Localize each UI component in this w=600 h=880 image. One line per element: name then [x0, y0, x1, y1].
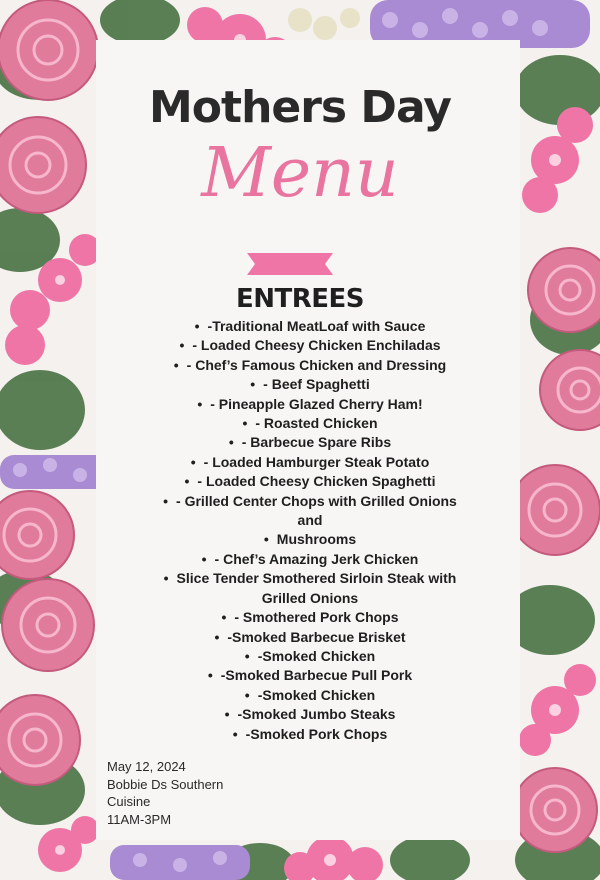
menu-item-text: -Traditional MeatLoaf with Sauce [207, 318, 426, 334]
bullet-icon: • [250, 376, 256, 393]
entrees-list [140, 317, 480, 744]
menu-item [140, 433, 480, 452]
menu-item [140, 647, 480, 666]
menu-item [140, 336, 480, 355]
menu-item [140, 589, 480, 608]
menu-item [140, 453, 480, 472]
menu-item [140, 608, 480, 627]
menu-item-text: - Roasted Chicken [255, 415, 378, 432]
menu-item-text: and [297, 512, 323, 529]
bullet-icon: • [190, 453, 196, 470]
menu-item [140, 569, 480, 588]
page-subtitle: Menu [201, 134, 399, 213]
menu-item-text: -Smoked Chicken [257, 647, 376, 664]
menu-item-text: -Smoked Chicken [257, 686, 376, 703]
bullet-icon: • [173, 356, 179, 373]
event-date: May 12, 2024 [107, 759, 186, 774]
bullet-icon: • [184, 473, 190, 490]
menu-item [140, 628, 480, 647]
event-hours: 11AM-3PM [107, 811, 172, 827]
menu-item-text: Grilled Onions [261, 589, 359, 606]
bullet-icon: • [201, 550, 207, 567]
menu-item-text: -Smoked Pork Chops [245, 725, 388, 742]
menu-item [140, 530, 480, 549]
menu-item-text: - Beef Spaghetti [263, 376, 370, 393]
bullet-icon: • [244, 686, 250, 703]
menu-item-text: - Smothered Pork Chops [234, 609, 399, 626]
bullet-icon: • [263, 531, 269, 548]
ribbon-banner-icon [247, 253, 333, 275]
menu-item [140, 492, 480, 511]
menu-item [140, 511, 480, 530]
menu-item [140, 686, 480, 705]
bullet-icon: • [242, 415, 248, 432]
menu-item [140, 317, 480, 336]
event-host-line-1: Bobbie Ds Southern [107, 776, 224, 792]
menu-item-text: -Smoked Jumbo Steaks [237, 706, 396, 723]
bullet-icon: • [194, 318, 200, 334]
bullet-icon: • [207, 667, 213, 684]
menu-item-text: Mushrooms [276, 531, 357, 548]
page-title: Mothers Day [149, 82, 451, 133]
menu-item [140, 472, 480, 491]
bullet-icon: • [214, 628, 220, 645]
menu-item-text: - Loaded Cheesy Chicken Enchiladas [192, 337, 441, 354]
menu-item-text: - Pineapple Glazed Cherry Ham! [210, 395, 423, 412]
bullet-icon: • [244, 647, 250, 664]
menu-item-text: -Smoked Barbecue Pull Pork [220, 667, 413, 684]
bullet-icon: • [163, 492, 169, 509]
menu-item [140, 375, 480, 394]
event-info [107, 758, 223, 828]
menu-item-text: - Chef’s Famous Chicken and Dressing [186, 356, 447, 373]
bullet-icon: • [163, 570, 169, 587]
section-title-entrees: ENTREES [235, 284, 365, 314]
menu-item [140, 550, 480, 569]
bullet-icon: • [179, 337, 185, 354]
bullet-icon: • [221, 609, 227, 626]
menu-item-text: - Barbecue Spare Ribs [241, 434, 392, 451]
menu-item [140, 395, 480, 414]
bullet-icon: • [224, 706, 230, 723]
menu-item [140, 356, 480, 375]
bullet-icon: • [228, 434, 234, 451]
menu-item-text: - Loaded Hamburger Steak Potato [203, 453, 430, 470]
menu-item [140, 725, 480, 744]
menu-item [140, 414, 480, 433]
menu-item-text: - Grilled Center Chops with Grilled Onions [176, 492, 457, 509]
bullet-icon: • [197, 395, 203, 412]
event-host-line-2: Cuisine [107, 794, 151, 809]
menu-item-text: - Loaded Cheesy Chicken Spaghetti [197, 473, 436, 490]
bullet-icon: • [232, 725, 238, 742]
menu-item-text: - Chef’s Amazing Jerk Chicken [214, 550, 419, 567]
menu-item-text: -Smoked Barbecue Brisket [227, 628, 406, 645]
menu-item [140, 705, 480, 724]
menu-item-text: Slice Tender Smothered Sirloin Steak with [176, 570, 457, 587]
menu-item [140, 666, 480, 685]
